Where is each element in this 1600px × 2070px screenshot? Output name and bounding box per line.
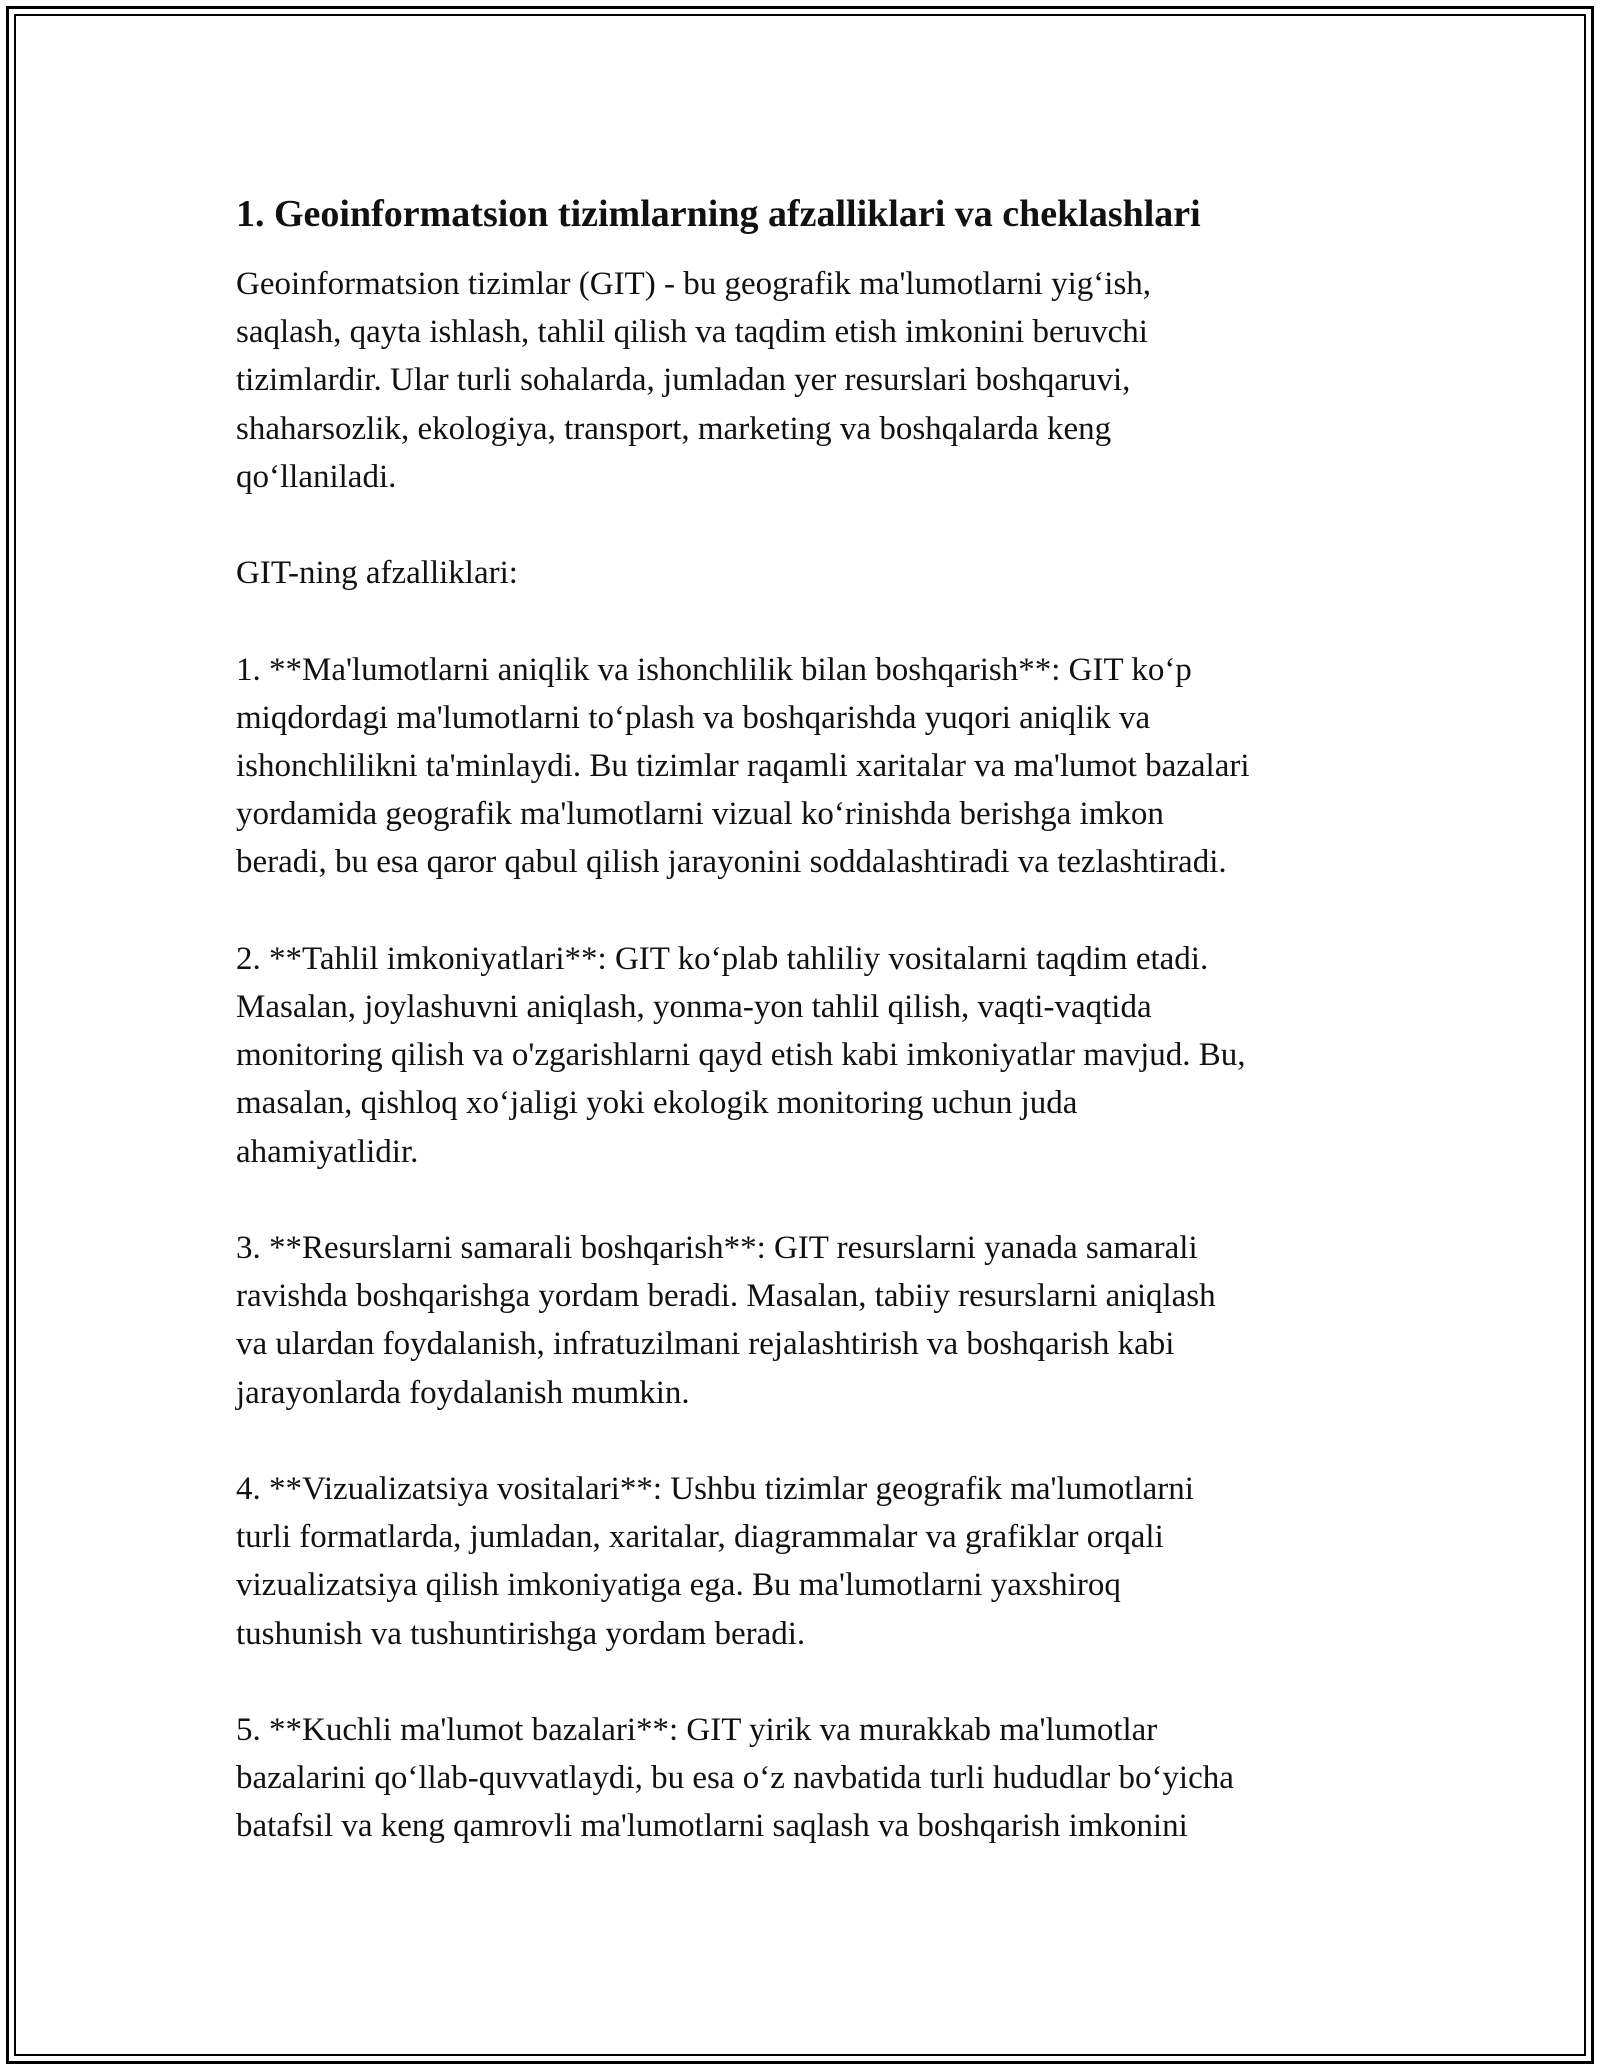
intro-line: shaharsozlik, ekologiya, transport, marketing va boshqalarda keng xyxy=(236,410,1112,447)
intro-line: Geoinformatsion tizimlar (GIT) - bu geografik ma'lumotlarni yig‘ish, xyxy=(236,266,1152,302)
advantage-item-1 xyxy=(236,646,1386,887)
document-heading: 1. Geoinformatsion tizimlarning afzalliklari va cheklashlari xyxy=(236,193,1201,235)
item-line: yordamida geografik ma'lumotlarni vizual ko‘rinishda berishga imkon xyxy=(236,796,1164,833)
item-line: va ulardan foydalanish, infratuzilmani rejalashtirish va boshqarish kabi xyxy=(236,1326,1175,1363)
item-line: 2. **Tahlil imkoniyatlari**: GIT ko‘plab tahliliy vositalarni taqdim etadi. xyxy=(236,940,1209,977)
item-line: ahamiyatlidir. xyxy=(236,1133,419,1170)
paragraph-gap xyxy=(236,1658,1386,1706)
advantage-item-5 xyxy=(236,1706,1386,1851)
item-line: bazalarini qo‘llab-quvvatlaydi, bu esa o‘z navbatida turli hududlar bo‘yicha xyxy=(236,1760,1234,1797)
item-line: vizualizatsiya qilish imkoniyatiga ega. Bu ma'lumotlarni yaxshiroq xyxy=(236,1567,1121,1604)
paragraph-gap xyxy=(236,1176,1386,1224)
item-line: turli formatlarda, jumladan, xaritalar, diagrammalar va grafiklar orqali xyxy=(236,1519,1164,1556)
item-line: 5. **Kuchli ma'lumot bazalari**: GIT yirik va murakkab ma'lumotlar xyxy=(236,1712,1158,1748)
advantage-item-4 xyxy=(236,1465,1386,1658)
paragraph-gap xyxy=(236,501,1386,549)
advantage-item-2 xyxy=(236,935,1386,1176)
item-line: jarayonlarda foydalanish mumkin. xyxy=(236,1374,690,1411)
item-line: beradi, bu esa qaror qabul qilish jarayonini soddalashtiradi va tezlashtiradi. xyxy=(236,844,1227,881)
advantage-item-3 xyxy=(236,1224,1386,1417)
intro-paragraph xyxy=(236,260,1386,501)
paragraph-gap xyxy=(236,887,1386,935)
item-line: Masalan, joylashuvni aniqlash, yonma-yon tahlil qilish, vaqti-vaqtida xyxy=(236,989,1152,1025)
paragraph-gap xyxy=(236,597,1386,645)
item-line: ravishda boshqarishga yordam beradi. Masalan, tabiiy resurslarni aniqlash xyxy=(236,1278,1216,1315)
item-line: 1. **Ma'lumotlarni aniqlik va ishonchlilik bilan boshqarish**: GIT ko‘p xyxy=(236,651,1192,688)
intro-line: saqlash, qayta ishlash, tahlil qilish va taqdim etish imkonini beruvchi xyxy=(236,314,1148,351)
item-line: 3. **Resurslarni samarali boshqarish**: GIT resurslarni yanada samarali xyxy=(236,1230,1198,1266)
intro-line: qo‘llaniladi. xyxy=(236,458,397,495)
item-line: tushunish va tushuntirishga yordam beradi. xyxy=(236,1615,806,1652)
item-line: miqdordagi ma'lumotlarni to‘plash va boshqarishda yuqori aniqlik va xyxy=(236,699,1151,736)
intro-line: tizimlardir. Ular turli sohalarda, jumladan yer resurslari boshqaruvi, xyxy=(236,362,1131,399)
paragraph-gap xyxy=(236,1417,1386,1465)
item-line: batafsil va keng qamrovli ma'lumotlarni saqlash va boshqarish imkonini xyxy=(236,1808,1188,1845)
item-line: masalan, qishloq xo‘jaligi yoki ekologik monitoring uchun juda xyxy=(236,1085,1078,1122)
item-line: monitoring qilish va o'zgarishlarni qayd etish kabi imkoniyatlar mavjud. Bu, xyxy=(236,1037,1246,1074)
item-line: 4. **Vizualizatsiya vositalari**: Ushbu tizimlar geografik ma'lumotlarni xyxy=(236,1471,1194,1507)
document-page xyxy=(236,188,1386,1851)
advantages-heading: GIT-ning afzalliklari: xyxy=(236,555,518,592)
item-line: ishonchlilikni ta'minlaydi. Bu tizimlar raqamli xaritalar va ma'lumot bazalari xyxy=(236,748,1250,784)
